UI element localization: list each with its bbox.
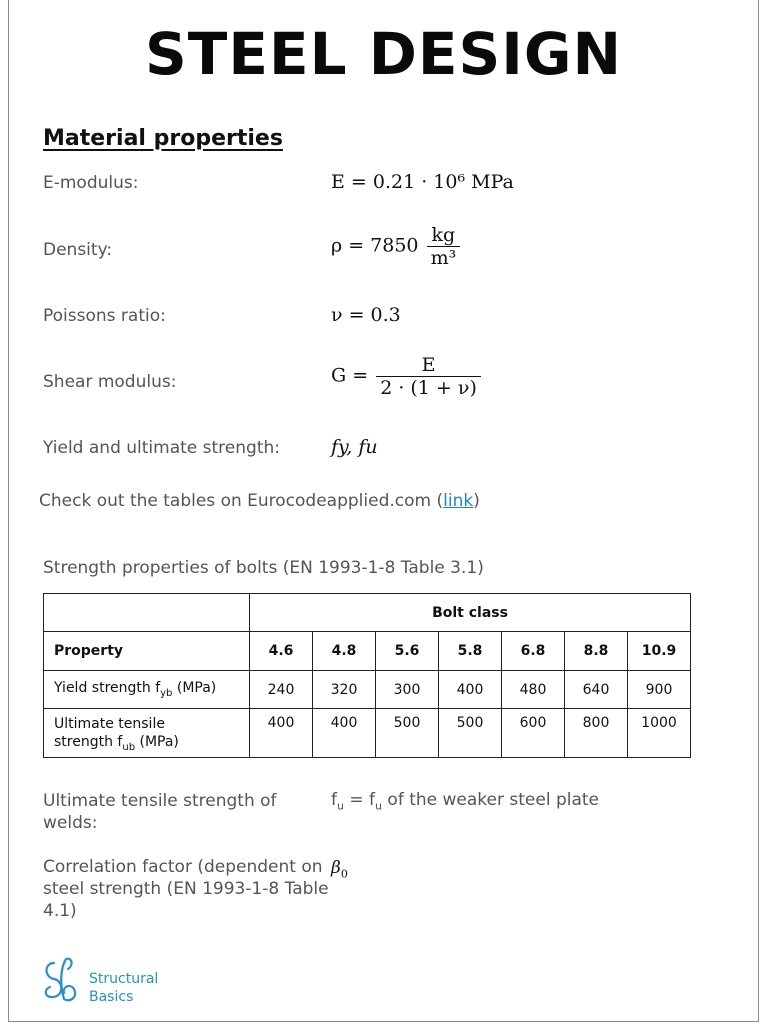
shear-formula (331, 354, 481, 399)
shear-label: Shear modulus: (43, 372, 177, 392)
table-group-header-row (44, 594, 691, 632)
table-cell: 400 (250, 709, 313, 758)
yield-strength-label: Yield strength $f_{yb}$ (MPa) (44, 671, 250, 709)
shear-fraction (376, 354, 481, 399)
note-text-before: Check out the tables on Eurocodeapplied.com ( (39, 491, 444, 511)
table-header-row (44, 632, 691, 671)
yield-label: Yield and ultimate strength: (43, 438, 280, 458)
density-unit-numerator: kg (431, 224, 456, 246)
shear-denominator: 2 · (1 + ν) (376, 376, 481, 399)
structural-basics-logo-icon (40, 955, 84, 1005)
table-cell: 500 (439, 709, 502, 758)
table-cell: 400 (439, 671, 502, 709)
page-title: STEEL DESIGN (145, 20, 622, 88)
density-formula-lhs: ρ = 7850 (331, 234, 419, 257)
density-formula (331, 224, 460, 269)
density-unit-fraction (427, 224, 461, 269)
class-header-cell: 8.8 (565, 632, 628, 671)
class-header-cell: 4.8 (313, 632, 376, 671)
weld-strength-value: $f_u = f_u$ of the weaker steel plate (331, 790, 600, 813)
table-cell: 900 (628, 671, 691, 709)
table-cell: 300 (376, 671, 439, 709)
table-row (44, 671, 691, 709)
logo-line-2: Basics (89, 989, 134, 1005)
correlation-factor-label: Correlation factor (dependent on steel strength (EN 1993-1-8 Table 4.1) (43, 857, 329, 921)
bolts-table-caption: Strength properties of bolts (EN 1993-1-8 Table 3.1) (43, 558, 484, 578)
logo-wordmark (89, 970, 158, 1006)
class-header-cell: 4.6 (250, 632, 313, 671)
section-heading-material: Material properties (43, 126, 283, 151)
class-header-cell: 5.6 (376, 632, 439, 671)
yield-formula: fy, fu (331, 436, 378, 458)
ultimate-strength-label: Ultimate tensile strength $f_{ub}$ (MPa) (44, 709, 250, 758)
class-header-cell: 10.9 (628, 632, 691, 671)
poisson-formula: ν = 0.3 (331, 304, 401, 326)
emodulus-label: E-modulus: (43, 173, 139, 193)
class-header-cell: 6.8 (502, 632, 565, 671)
emodulus-formula: E = 0.21 · 10⁶ MPa (331, 171, 514, 193)
eurocode-link[interactable]: link (443, 491, 474, 511)
table-cell: 600 (502, 709, 565, 758)
table-cell: 500 (376, 709, 439, 758)
table-cell: 240 (250, 671, 313, 709)
table-row (44, 709, 691, 758)
table-cell: 480 (502, 671, 565, 709)
logo-line-1: Structural (89, 971, 159, 987)
table-corner-cell (44, 594, 250, 632)
correlation-factor-symbol: $\beta_0$ (331, 858, 348, 881)
table-cell: 400 (313, 709, 376, 758)
note-text-after: ) (473, 491, 480, 511)
bolt-strength-table (43, 593, 691, 758)
eurocode-note (39, 491, 480, 511)
table-cell: 1000 (628, 709, 691, 758)
density-label: Density: (43, 240, 113, 260)
shear-numerator: E (421, 354, 436, 376)
property-header: Property (44, 632, 250, 671)
poisson-label: Poissons ratio: (43, 306, 166, 326)
class-header-cell: 5.8 (439, 632, 502, 671)
shear-formula-lhs: G = (331, 364, 369, 387)
density-unit-denominator: m³ (427, 246, 461, 269)
bolt-class-header: Bolt class (250, 594, 691, 632)
table-cell: 640 (565, 671, 628, 709)
table-cell: 800 (565, 709, 628, 758)
table-cell: 320 (313, 671, 376, 709)
weld-strength-label: Ultimate tensile strength of welds: (43, 791, 277, 833)
